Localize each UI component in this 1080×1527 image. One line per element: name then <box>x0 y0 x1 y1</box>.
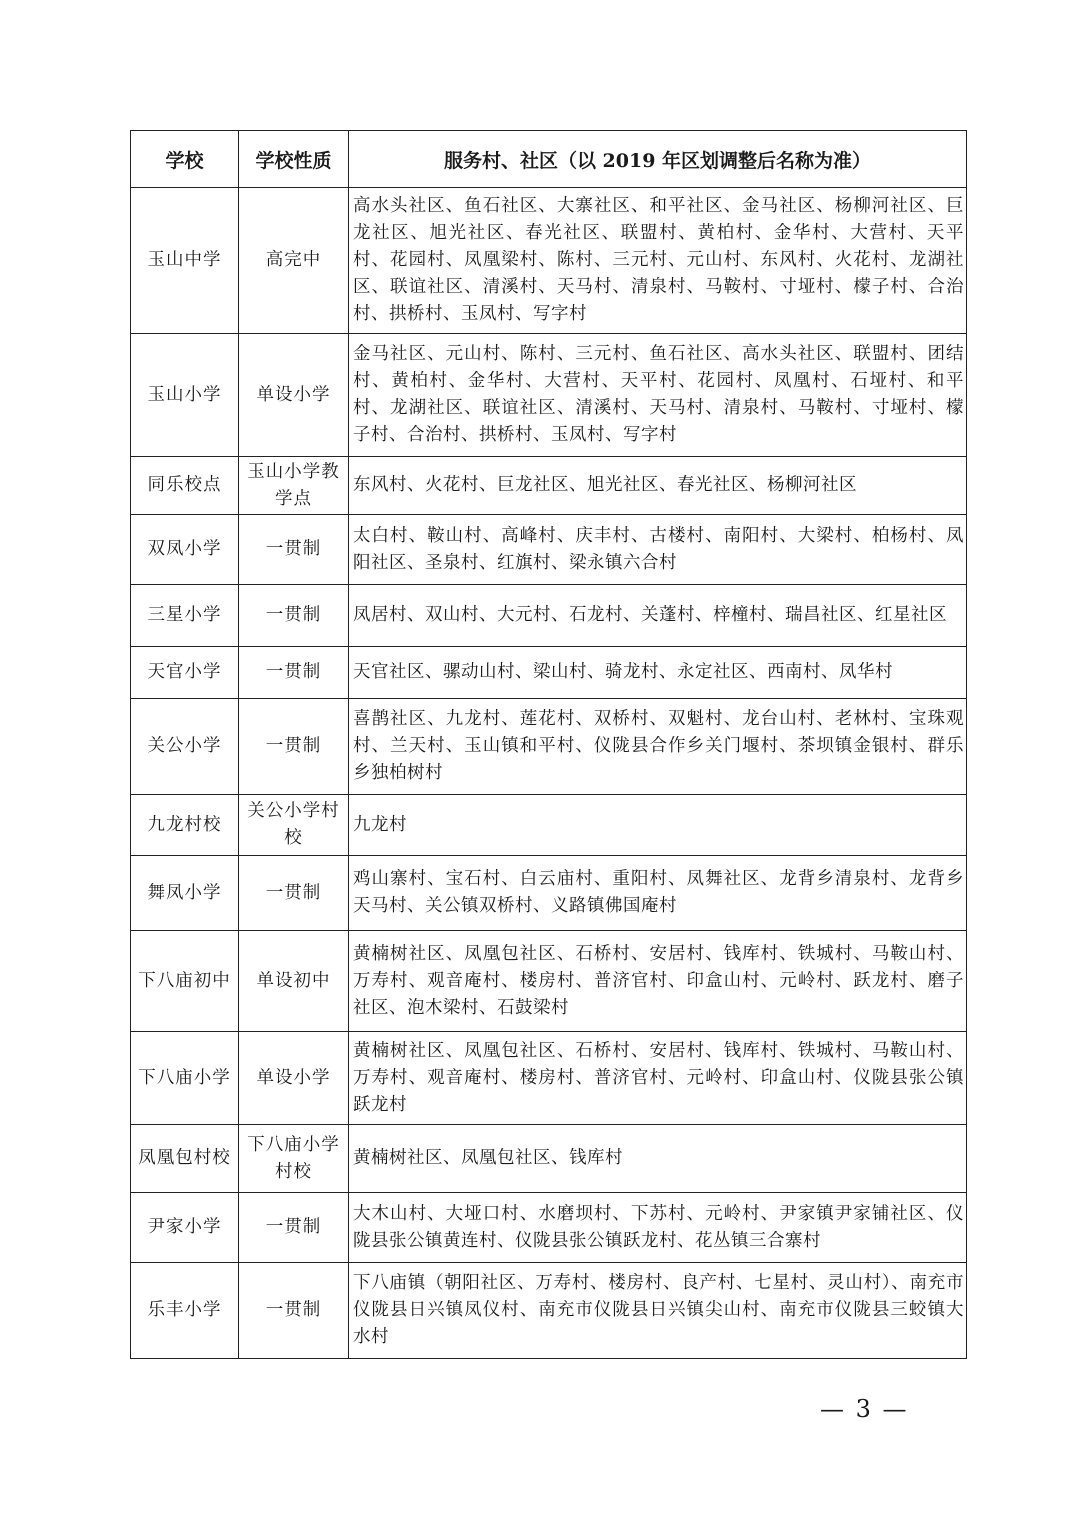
school-name: 玉山中学 <box>131 188 239 334</box>
school-name: 关公小学 <box>131 699 239 795</box>
school-type: 单设初中 <box>239 931 349 1032</box>
table-row <box>131 1125 967 1193</box>
service-areas: 黄楠树社区、凤凰包社区、石桥村、安居村、钱库村、铁城村、马鞍山村、万寿村、观音庵村、楼房村、普济官村、元岭村、印盒山村、仪陇县张公镇跃龙村 <box>349 1032 967 1125</box>
service-areas: 金马社区、元山村、陈村、三元村、鱼石社区、高水头社区、联盟村、团结村、黄柏村、金华村、大营村、天平村、花园村、凤凰村、石垭村、和平村、龙湖社区、联谊社区、清溪村、天马村、清泉村、马鞍村、寸垭村、檬子村、合治村、拱桥村、玉凤村、写字村 <box>349 334 967 457</box>
table-row <box>131 515 967 585</box>
table-row <box>131 1032 967 1125</box>
school-type: 单设小学 <box>239 334 349 457</box>
table-row <box>131 931 967 1032</box>
school-name: 九龙村校 <box>131 795 239 856</box>
table-row <box>131 585 967 647</box>
school-type: 一贯制 <box>239 585 349 647</box>
school-name: 凤凰包村校 <box>131 1125 239 1193</box>
school-type: 关公小学村校 <box>239 795 349 856</box>
school-type: 下八庙小学村校 <box>239 1125 349 1193</box>
service-areas: 九龙村 <box>349 795 967 856</box>
school-name: 天官小学 <box>131 647 239 699</box>
school-type: 一贯制 <box>239 699 349 795</box>
service-areas: 太白村、鞍山村、高峰村、庆丰村、古楼村、南阳村、大梁村、柏杨村、凤阳社区、圣泉村、红旗村、梁永镇六合村 <box>349 515 967 585</box>
school-type: 一贯制 <box>239 647 349 699</box>
school-name: 舞凤小学 <box>131 856 239 931</box>
school-type: 一贯制 <box>239 515 349 585</box>
school-name: 三星小学 <box>131 585 239 647</box>
header-service-areas: 服务村、社区（以 2019 年区划调整后名称为准） <box>349 131 967 188</box>
school-type: 高完中 <box>239 188 349 334</box>
table-row <box>131 1263 967 1359</box>
service-areas: 喜鹊社区、九龙村、莲花村、双桥村、双魁村、龙台山村、老林村、宝珠观村、兰天村、玉山镇和平村、仪陇县合作乡关门堰村、茶坝镇金银村、群乐乡独柏树村 <box>349 699 967 795</box>
service-areas: 高水头社区、鱼石社区、大寨社区、和平社区、金马社区、杨柳河社区、巨龙社区、旭光社区、春光社区、联盟村、黄柏村、金华村、大营村、天平村、花园村、凤凰梁村、陈村、三元村、元山村、东风村、火花村、龙湖社区、联谊社区、清溪村、天马村、清泉村、马鞍村、寸垭村、檬子村、合治村、拱桥村、玉凤村、写字村 <box>349 188 967 334</box>
table-header-row <box>131 131 967 188</box>
school-name: 下八庙小学 <box>131 1032 239 1125</box>
table-row <box>131 856 967 931</box>
table-row <box>131 1193 967 1263</box>
table-row <box>131 334 967 457</box>
page-number: — 3 — <box>820 1395 909 1423</box>
school-name: 尹家小学 <box>131 1193 239 1263</box>
table-row <box>131 457 967 515</box>
school-name: 同乐校点 <box>131 457 239 515</box>
header-school: 学校 <box>131 131 239 188</box>
table-row <box>131 188 967 334</box>
school-name: 玉山小学 <box>131 334 239 457</box>
school-name: 乐丰小学 <box>131 1263 239 1359</box>
header-school-type: 学校性质 <box>239 131 349 188</box>
school-service-area-table <box>130 130 967 1359</box>
school-type: 一贯制 <box>239 1193 349 1263</box>
table-row <box>131 699 967 795</box>
table-row <box>131 647 967 699</box>
service-areas: 东风村、火花村、巨龙社区、旭光社区、春光社区、杨柳河社区 <box>349 457 967 515</box>
school-type: 玉山小学教学点 <box>239 457 349 515</box>
service-areas: 黄楠树社区、凤凰包社区、钱库村 <box>349 1125 967 1193</box>
school-type: 一贯制 <box>239 856 349 931</box>
school-name: 下八庙初中 <box>131 931 239 1032</box>
school-type: 一贯制 <box>239 1263 349 1359</box>
service-areas: 黄楠树社区、凤凰包社区、石桥村、安居村、钱库村、铁城村、马鞍山村、万寿村、观音庵村、楼房村、普济官村、印盒山村、元岭村、跃龙村、磨子社区、泡木梁村、石鼓梁村 <box>349 931 967 1032</box>
service-areas: 下八庙镇（朝阳社区、万寿村、楼房村、良产村、七星村、灵山村）、南充市仪陇县日兴镇凤仪村、南充市仪陇县日兴镇尖山村、南充市仪陇县三蛟镇大水村 <box>349 1263 967 1359</box>
service-areas: 凤居村、双山村、大元村、石龙村、关蓬村、梓橦村、瑞昌社区、红星社区 <box>349 585 967 647</box>
service-areas: 鸡山寨村、宝石村、白云庙村、重阳村、凤舞社区、龙背乡清泉村、龙背乡天马村、关公镇双桥村、义路镇佛国庵村 <box>349 856 967 931</box>
service-areas: 大木山村、大垭口村、水磨坝村、下苏村、元岭村、尹家镇尹家铺社区、仪陇县张公镇黄连村、仪陇县张公镇跃龙村、花丛镇三合寨村 <box>349 1193 967 1263</box>
service-areas: 天官社区、骡动山村、梁山村、骑龙村、永定社区、西南村、凤华村 <box>349 647 967 699</box>
table-row <box>131 795 967 856</box>
school-type: 单设小学 <box>239 1032 349 1125</box>
school-name: 双凤小学 <box>131 515 239 585</box>
